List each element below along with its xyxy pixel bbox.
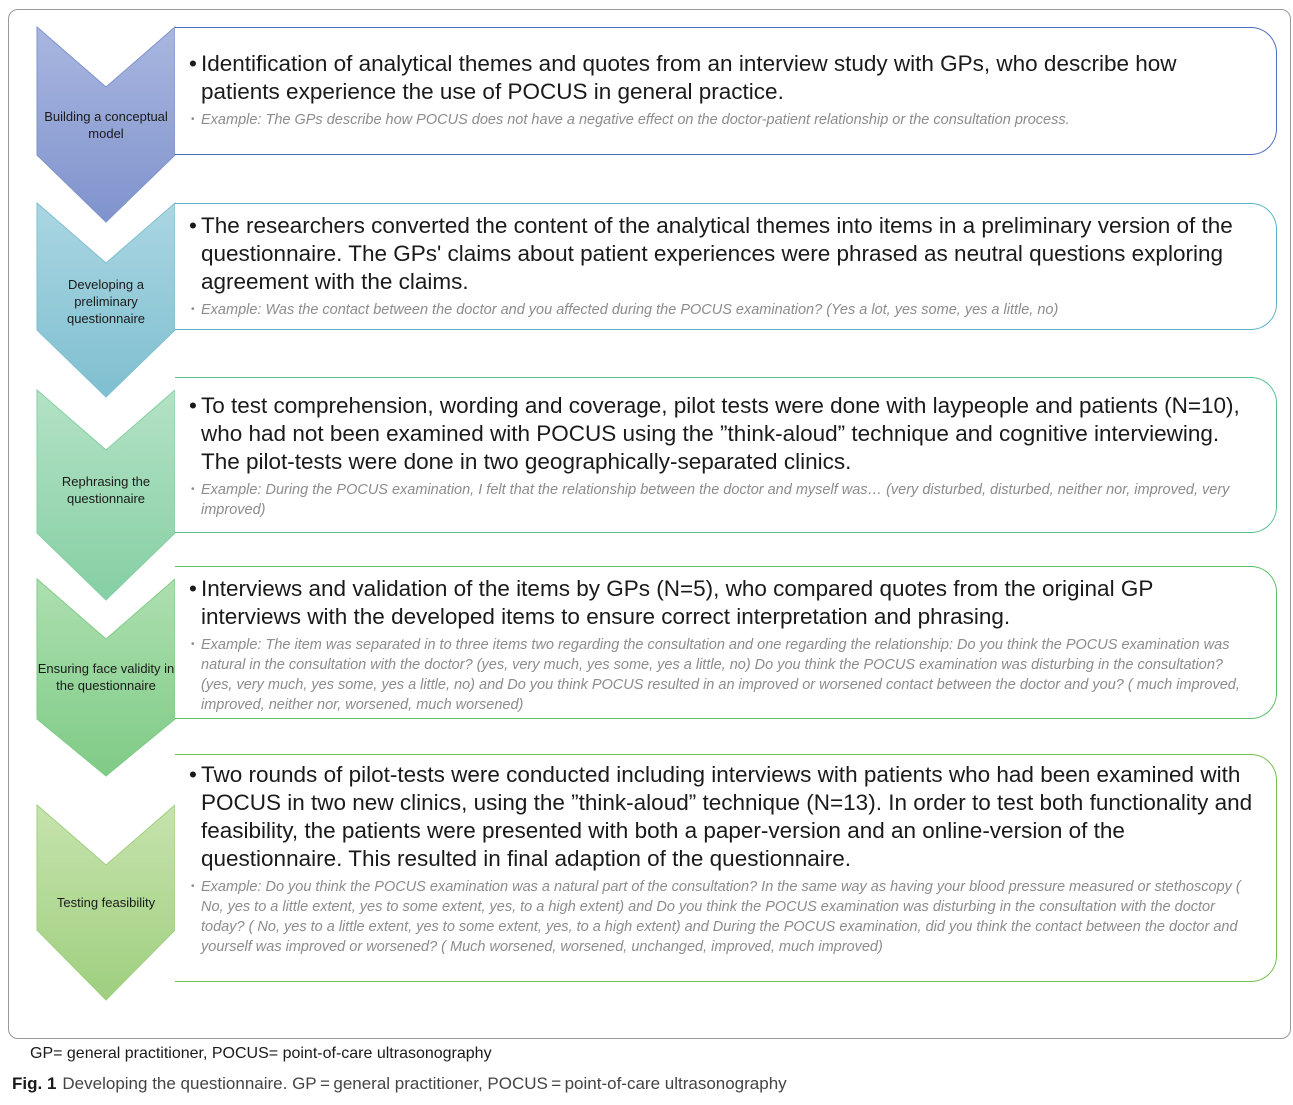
stage-example-text: • Example: Was the contact between the doctor and you affected during the POCUS examination? (Yes a lot, yes some, yes a little, no) (189, 300, 1254, 320)
stage-box-testing-feasibility (175, 754, 1277, 982)
stage-main-text: • Two rounds of pilot-tests were conducted including interviews with patients who had been examined with POCUS in two new clinics, using the ”think-aloud” technique (N=13). In order to test both functionality and feasibility, the patients were presented with both a paper-version and an online-version of the questionnaire. This resulted in final adaption of the questionnaire. (189, 761, 1254, 873)
stage-main-text: • Interviews and validation of the items by GPs (N=5), who compared quotes from the original GP interviews with the developed items to ensure correct interpretation and phrasing. (189, 575, 1254, 631)
stage-box-rephrasing (175, 377, 1277, 533)
figure-footnote: GP= general practitioner, POCUS= point-of-care ultrasonography (30, 1045, 492, 1062)
stage-label-rephrasing: Rephrasing the questionnaire (61, 474, 151, 506)
caption-text: Developing the questionnaire. GP = general practitioner, POCUS = point-of-care ultrasonography (62, 1074, 787, 1093)
stage-box-preliminary-questionnaire (175, 203, 1277, 330)
stage-main-text: • The researchers converted the content of the analytical themes into items in a preliminary version of the questionnaire. The GPs' claims about patient experiences were phrased as neutral questions exploring agreement with the claims. (189, 212, 1254, 296)
stage-label-face-validity: Ensuring face validity in the questionnaire (37, 661, 175, 693)
stage-label-building-model: Building a conceptual model (44, 109, 168, 141)
stage-main-text: • Identification of analytical themes and quotes from an interview study with GPs, who describe how patients experience the use of POCUS in general practice. (189, 50, 1254, 106)
caption-label: Fig. 1 (12, 1074, 57, 1093)
stage-box-building-model (175, 27, 1277, 155)
stage-example-text: • Example: During the POCUS examination, I felt that the relationship between the doctor and myself was… (very disturbed, disturbed, neither nor, improved, very improved) (189, 480, 1254, 520)
stage-main-text: • To test comprehension, wording and coverage, pilot tests were done with laypeople and patients (N=10), who had not been examined with POCUS using the ”think-aloud” technique and cognitive interviewing. The pilot-tests were done in two geographically-separated clinics. (189, 392, 1254, 476)
stage-box-face-validity (175, 566, 1277, 719)
stage-example-text: • Example: The GPs describe how POCUS does not have a negative effect on the doctor-patient relationship or the consultation process. (189, 110, 1254, 130)
stage-label-testing-feasibility: Testing feasibility (56, 895, 156, 910)
figure-caption (12, 1074, 787, 1094)
stage-example-text: • Example: Do you think the POCUS examination was a natural part of the consultation? In the same way as having your blood pressure measured or stethoscopy ( No, yes to a little extent, yes to some extent, yes, to a high extent) and Do you think the POCUS examination was disturbing in the consultation with the doctor today? ( No, yes to a little extent, yes to some extent, yes, to a high extent) and During the POCUS examination, did you think the contact between the doctor and yourself was improved or worsened? ( Much worsened, worsened, unchanged, improved, much improved) (189, 877, 1254, 957)
stage-label-preliminary-questionnaire: Developing a preliminary questionnaire (66, 277, 146, 326)
stage-example-text: • Example: The item was separated in to three items two regarding the consultation and one regarding the relationship: Do you think the POCUS examination was natural in the consultation with the doctor? (yes, very much, yes some, yes a little, no) Do you think the POCUS examination was disturbing in the consultation? (yes, very much, yes some, yes a little, no) and Do you think POCUS resulted in an improved or worsened contact between the doctor and you? ( much improved, improved, neither nor, worsened, much worsened) (189, 635, 1254, 715)
